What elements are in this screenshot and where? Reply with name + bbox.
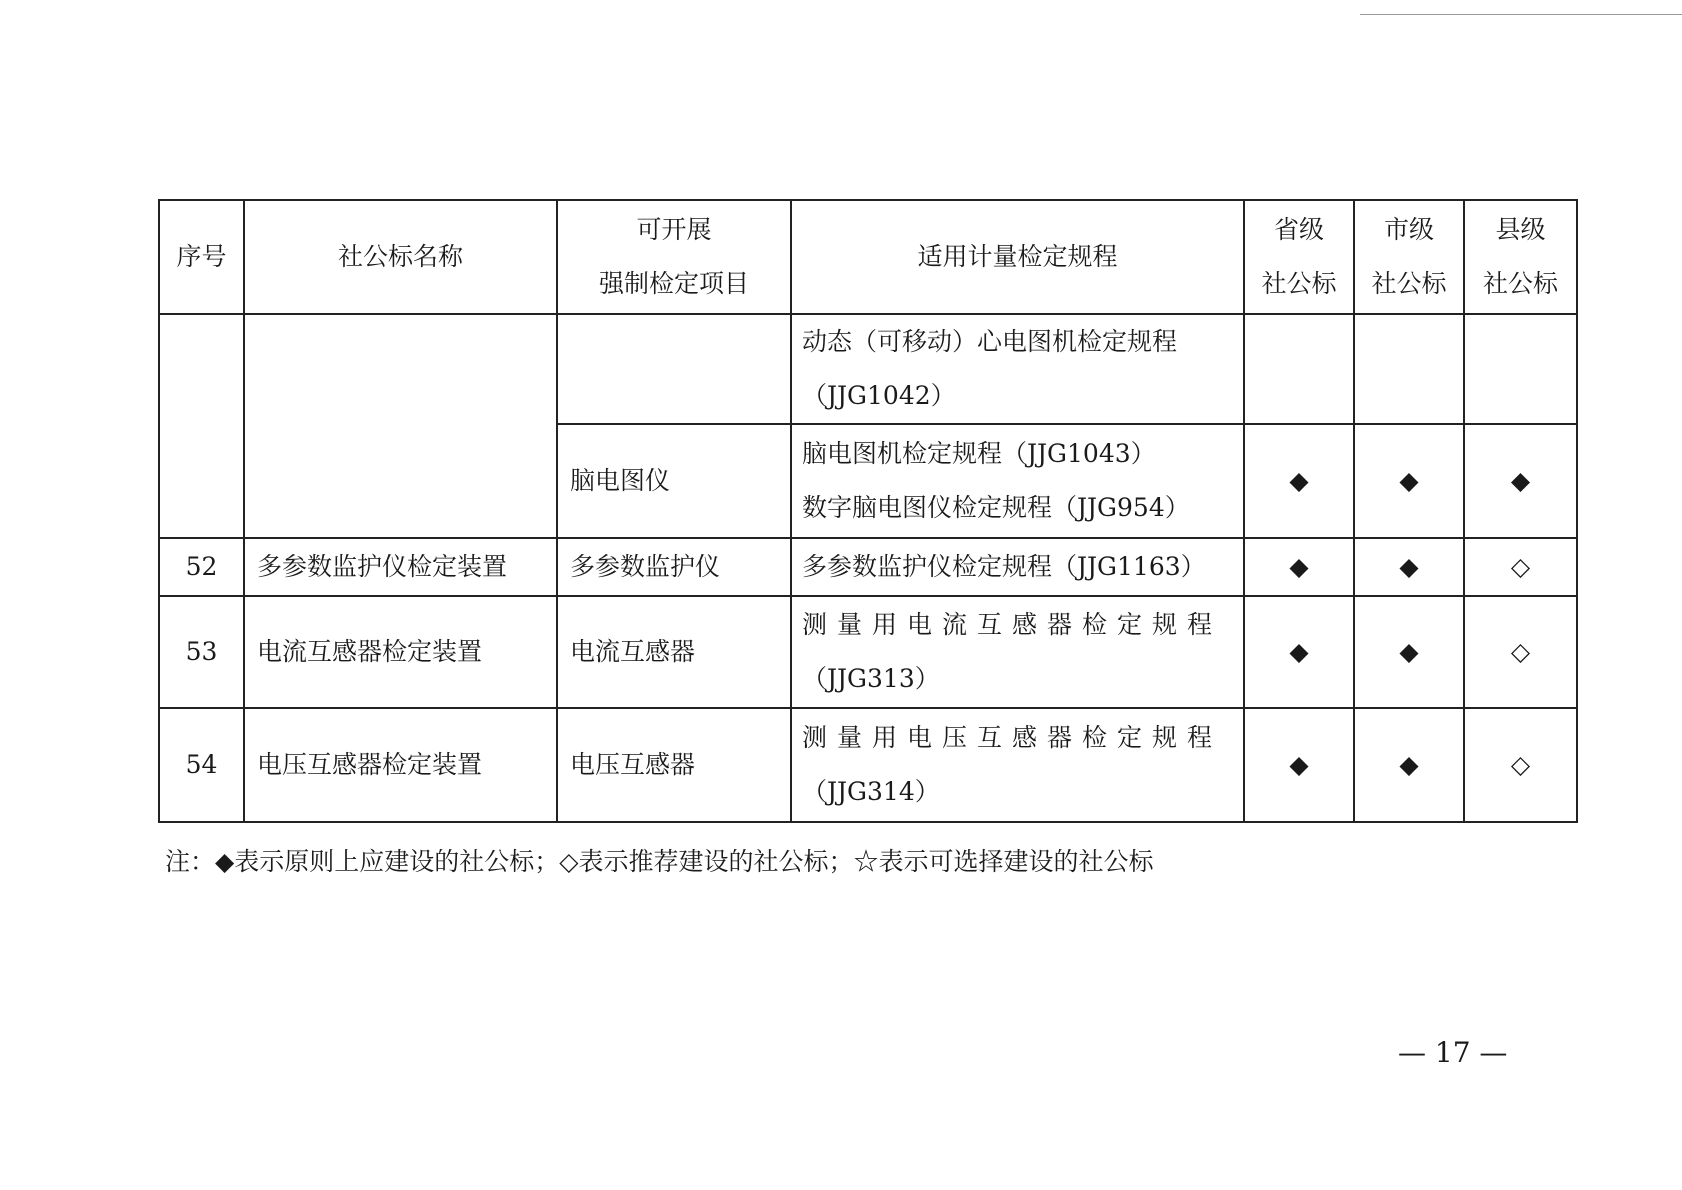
table-row bbox=[159, 538, 1577, 596]
city-mark: ◆ bbox=[1354, 708, 1464, 822]
row-project-cell bbox=[557, 314, 791, 424]
regulation-line: （JJG314） bbox=[802, 777, 940, 806]
header-county-line2: 社公标 bbox=[1482, 269, 1558, 298]
header-city bbox=[1354, 200, 1464, 314]
city-mark: ◆ bbox=[1354, 538, 1464, 596]
provincial-mark: ◆ bbox=[1244, 538, 1354, 596]
header-provincial bbox=[1244, 200, 1354, 314]
county-mark bbox=[1464, 314, 1577, 424]
county-mark: ◆ bbox=[1464, 424, 1577, 538]
row-project-cell: 电流互感器 bbox=[557, 596, 791, 708]
table-row bbox=[159, 708, 1577, 822]
row-regulation-cell bbox=[791, 596, 1244, 708]
header-county-line1: 县级 bbox=[1495, 215, 1546, 244]
row-name-cell: 电流互感器检定装置 bbox=[244, 596, 557, 708]
table-header-row bbox=[159, 200, 1577, 314]
header-project-line2: 强制检定项目 bbox=[598, 269, 749, 298]
table-row bbox=[159, 596, 1577, 708]
city-mark: ◆ bbox=[1354, 424, 1464, 538]
header-project-line1: 可开展 bbox=[636, 215, 712, 244]
row-project-cell: 多参数监护仪 bbox=[557, 538, 791, 596]
header-seq: 序号 bbox=[159, 200, 244, 314]
row-regulation-cell bbox=[791, 424, 1244, 538]
city-mark bbox=[1354, 314, 1464, 424]
legend-note: 注：◆表示原则上应建设的社公标；◇表示推荐建设的社公标；☆表示可选择建设的社公标 bbox=[165, 847, 1154, 876]
regulation-line: 测量用电流互感器检定规程 bbox=[802, 610, 1223, 639]
county-mark: ◇ bbox=[1464, 538, 1577, 596]
row-name-cell: 电压互感器检定装置 bbox=[244, 708, 557, 822]
row-regulation-cell bbox=[791, 708, 1244, 822]
header-name: 社公标名称 bbox=[244, 200, 557, 314]
row-project-cell: 脑电图仪 bbox=[557, 424, 791, 538]
row-seq-cell: 54 bbox=[159, 708, 244, 822]
regulation-line: （JJG313） bbox=[802, 664, 940, 693]
header-regulation: 适用计量检定规程 bbox=[791, 200, 1244, 314]
regulation-line: 脑电图机检定规程（JJG1043） bbox=[802, 439, 1156, 468]
top-edge-rule bbox=[1360, 14, 1682, 15]
regulation-line: （JJG1042） bbox=[802, 381, 956, 410]
header-county bbox=[1464, 200, 1577, 314]
row-seq-cell bbox=[159, 314, 244, 538]
regulation-line: 测量用电压互感器检定规程 bbox=[802, 723, 1223, 752]
row-regulation-cell bbox=[791, 538, 1244, 596]
regulation-line: 多参数监护仪检定规程（JJG1163） bbox=[802, 552, 1206, 581]
county-mark: ◇ bbox=[1464, 708, 1577, 822]
regulation-line: 动态（可移动）心电图机检定规程 bbox=[802, 327, 1178, 356]
row-seq-cell: 52 bbox=[159, 538, 244, 596]
row-name-cell: 多参数监护仪检定装置 bbox=[244, 538, 557, 596]
row-regulation-cell bbox=[791, 314, 1244, 424]
table-row bbox=[159, 314, 1577, 424]
page-number: — 17 — bbox=[1398, 1036, 1508, 1069]
header-project bbox=[557, 200, 791, 314]
provincial-mark: ◆ bbox=[1244, 708, 1354, 822]
provincial-mark: ◆ bbox=[1244, 424, 1354, 538]
header-provincial-line1: 省级 bbox=[1273, 215, 1324, 244]
row-project-cell: 电压互感器 bbox=[557, 708, 791, 822]
row-seq-cell: 53 bbox=[159, 596, 244, 708]
provincial-mark: ◆ bbox=[1244, 596, 1354, 708]
row-name-cell bbox=[244, 314, 557, 538]
provincial-mark bbox=[1244, 314, 1354, 424]
county-mark: ◇ bbox=[1464, 596, 1577, 708]
standards-table bbox=[158, 199, 1578, 823]
regulation-line: 数字脑电图仪检定规程（JJG954） bbox=[802, 493, 1190, 522]
header-city-line2: 社公标 bbox=[1371, 269, 1447, 298]
header-city-line1: 市级 bbox=[1383, 215, 1434, 244]
city-mark: ◆ bbox=[1354, 596, 1464, 708]
header-provincial-line2: 社公标 bbox=[1261, 269, 1337, 298]
